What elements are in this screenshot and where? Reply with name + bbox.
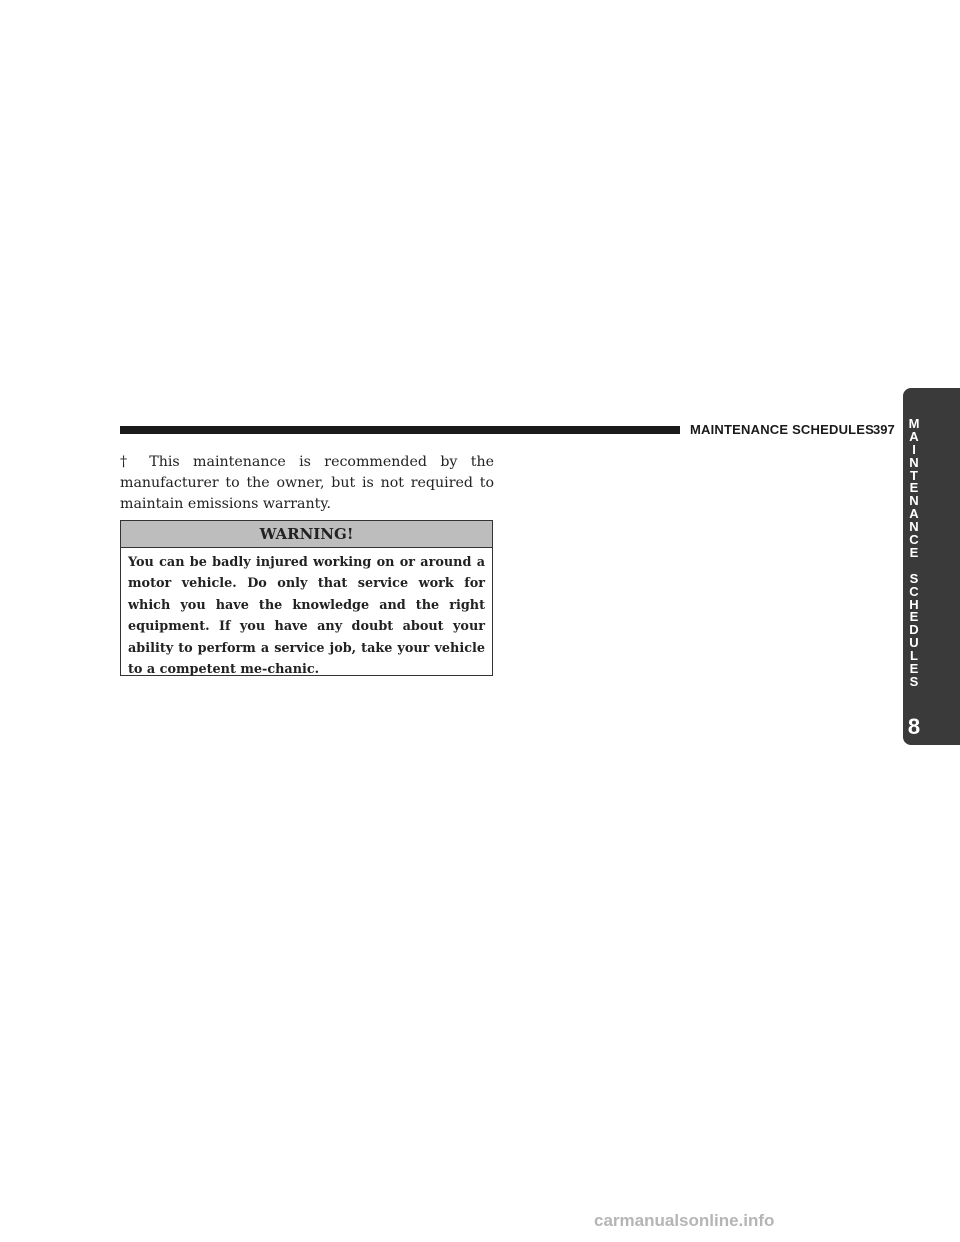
- side-tab-letter: E: [909, 661, 919, 677]
- warning-title: WARNING!: [121, 521, 492, 548]
- warning-box: [120, 520, 493, 676]
- side-tab-letter: T: [910, 467, 918, 483]
- side-tab-letter: L: [910, 648, 918, 664]
- side-tab-letter: A: [909, 428, 919, 444]
- side-tab-letter: C: [909, 532, 919, 548]
- warning-body: You can be badly injured working on or around a motor vehicle. Do only that service work for which you have the knowledge and the right equipment. If you have any doubt about your ability to perform a service job, take your vehicle to a competent me-chanic.: [128, 555, 485, 678]
- side-tab-letter: D: [909, 622, 919, 638]
- header-rule: [120, 426, 680, 434]
- watermark-text: carmanualsonline.info: [594, 1211, 775, 1230]
- side-tab-letter: N: [909, 519, 919, 535]
- side-tab-letter: S: [909, 570, 919, 586]
- page-number: 397: [873, 422, 895, 437]
- side-tab-letter: C: [909, 583, 919, 599]
- footnote-text: † This maintenance is recommended by the manufacturer to the owner, but is not required to maintain emissions warranty.: [120, 454, 494, 512]
- side-tab-letter: M: [908, 416, 920, 431]
- side-tab-letter: E: [909, 609, 919, 625]
- side-tab-letter: A: [909, 506, 919, 522]
- section-title: MAINTENANCE SCHEDULES: [690, 422, 875, 437]
- chapter-number: 8: [907, 714, 921, 739]
- side-tab-letter: N: [909, 454, 919, 470]
- side-tab-letters: [903, 418, 925, 689]
- side-tab-letter: E: [909, 480, 919, 496]
- side-tab-letter: I: [912, 441, 916, 457]
- side-tab-letter: N: [909, 493, 919, 509]
- side-tab-letter: H: [909, 596, 919, 612]
- side-tab-letter: S: [909, 673, 919, 689]
- side-tab-letter: E: [909, 544, 919, 560]
- side-tab-letter: U: [909, 635, 919, 651]
